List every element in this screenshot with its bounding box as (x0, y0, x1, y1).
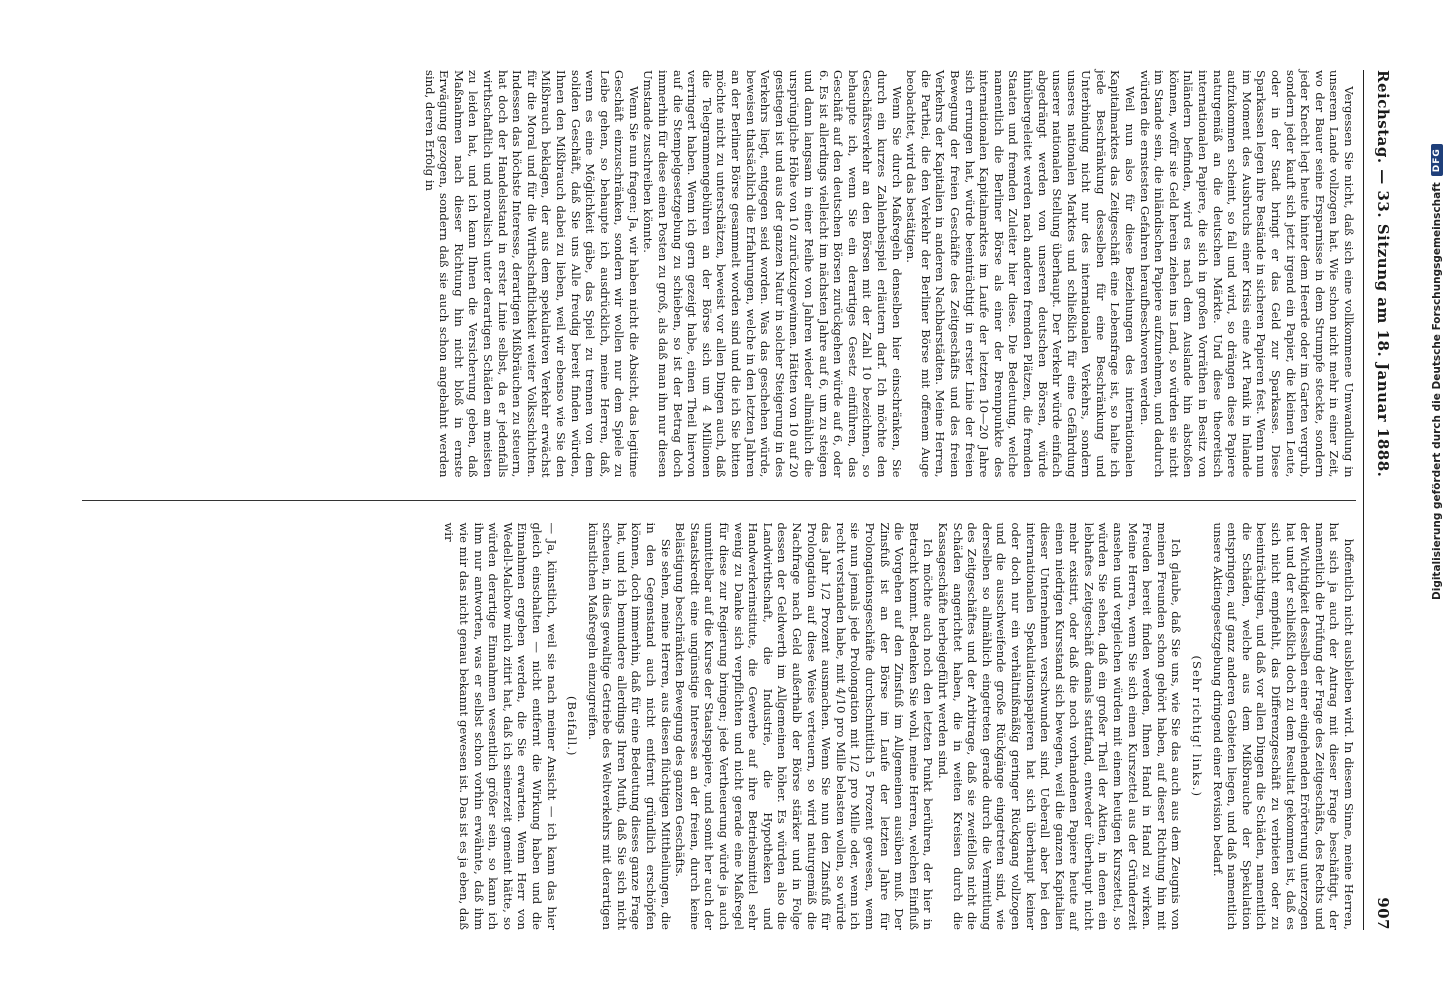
credit-text: Digitalisierung gefördert durch die Deutsche Forschungsgemeinschaft (1431, 182, 1443, 600)
digitization-credit (1406, 10, 1443, 990)
page-header-title: Reichstag. — 33. Sitzung am 18. Januar 1888. (1374, 70, 1392, 478)
interjection: (Sehr richtig! links.) (1190, 655, 1205, 797)
left-column (82, 70, 1356, 478)
paragraph: Sie sehen, meine Herren, aus diesen flüchtigen Mittheilungen, die in den Gegenstand auch nicht entfernt gründlich erschöpfen können, doch immerhin, daß für eine Bedeutung dieses ganze Frage hat, und ich bemundere allerdings Ihren Muth, daß Sie sich nicht scheuen, in dies gewaltige Getriebe des Weltverkehrs mit derartigen künstlichen Maßregeln einzugreifen. (585, 522, 673, 930)
paragraph: Wenn Sie durch Maßregeln denselben hier einschränken, Sie durch ein kurzes Zahlenbeispiel erläutern darf. Ich möchte den Geschäftsverkehr an den Börsen mit der Zahl 10 bezeichnen, so behaupte ich, wenn Sie ein derartiges Gesetz einführen, das Geschäft auf den deutschen Börsen zurückgehen würde auf 6, oder 6. Es ist allerdings vielleicht im nächsten Jahre auf 6, um zu steigen und dann langsam in einer Reihe von Jahren wieder allmählich die ursprüngliche Höhe von 10 zurückzugewinnen. Hätten von 10 auf 20 gestiegen ist und aus der ganzen Natur in solcher Steigerung in des Verkehrs liegt, entgegen seid worden. Was das geschehen würde, beweisen thatsächlich die Erfahrungen, welche in den letzten Jahren an der Berliner Börse gesammelt worden sind und die ich Sie bitten möchte nicht zu unterschätzen, beweist vor allen Dingen auch, daß die Telegrammengebühren an der Börse sich um 4 Millionen verringert haben. Wenn ich gern gezeigt habe, einen Theil hiervon auf die Stempelgesetzgebung zu schieben, so ist der Betrag doch immerhin für diese einen Posten zu groß, als daß man ihn nur diesen Umstande zuschreiben könnte. (641, 70, 904, 478)
column-divider (82, 500, 1356, 501)
page-number: 907 (1374, 897, 1392, 930)
rotated-page-content (72, 60, 1402, 940)
paragraph: hoffentlich nicht ausbleiben wird. In diesem Sinne, meine Herren, hat sich ja auch der Antrag mit dieser Frage beschäftigt, der namentlich die Prüfung der Frage des Zeitgeschäfts, des Rechts und der Wichtigkeit desselben einer eingehenden Erörterung unterzogen hat und der schließlich doch zu dem Resultat gekommen ist, daß es sich nicht empfiehlt, das Differenzgeschäft zu verbieten oder zu beeinträchtigen, und daß vor allen Dingen die Schäden, namentlich die Schäden, welche aus dem Mißbrauche der Spekulation entspringen, auf ganz anderen Gebieten liegen, und daß namentlich unsere Aktiengesetzgebung dringend einer Revision bedarf. (1210, 522, 1356, 930)
right-column (82, 523, 1356, 931)
paragraph: Wenn Sie nun fragen: Ja, wir haben nicht die Absicht, das legitime Geschäft einzuschränken, sondern wir wollen nur dem Spiele zu Leibe gehen, so behaupte ich ausdrücklich, meine Herren, daß, wenn es eine Möglichkeit gäbe, das Spiel zu trennen von dem soliden Geschäft, daß Sie uns Alle freudig bereit finden würden, Ihnen den Mißbrauch dabei zu lieben, weil wir ebenso wie Sie den Mißbrauch beklagen, der aus dem spekulativen Verkehr erwächst für die Moral und für die Wirthschaftlichkeit weiter Volksschichten. Indessen das höchste Interesse, derartigen Mißbräuchen zu steuern, hat doch der Handelsstand in erster Linie selbst, da er jedenfalls wirthschaftlich und moralisch unter derartigen Schäden am meisten zu leiden hat, und ich kann Ihnen die Versicherung geben, daß Maßnahmen nach dieser Richtung hin nicht bloß in ernste Erwägung gezogen, sondern daß sie auch schon angebahnt werden sind, deren Erfolg in (422, 70, 641, 478)
paragraph: Ich glaube, daß Sie uns, wie Sie das auch aus dem Zeugnis von meinen Freunden schon gehört haben, auf dieser Richtung hin mit Freuden bereit finden werden, Ihnen Hand in Hand zu wirken. Meine Herren, wenn Sie sich einen Kurszettel aus der Gründerzeit ansehen und vergleichen würden mit einem heutigen Kurszettel, so würden Sie sehen, daß ein großer Theil der Aktien, in denen ein lebhaftes Zeitgeschäft damals stattfand, entweder überhaupt nicht mehr existirt, oder daß die noch vorhandenen Papiere heute auf einen niedrigen Kursstand sich bewegen, weil die ganzen Kapitalien dieser Unternehmen verschwunden sind. Ueberall aber bei den internationalen Spekulationspapieren hat sich überhaupt keiner oder doch nur ein verhältnißmäßig geringer Rückgang vollzogen und die ausschweifende große Rückgänge eingetreten sind, wie derselben so allmählich eingetreten gerade durch die Vermittlung des Zeitgeschäftes und der Arbitrage, daß sie zweifellos nicht die Schäden angerichtet haben, die in weiten Kreisen durch die Kassageschäfte herbeigeführt werden sind. (935, 522, 1184, 930)
interjection: (Beifall.) (565, 696, 580, 757)
paragraph: Ich möchte auch noch den letzten Punkt berühren, der hier in Betracht kommt. Bedenken Sie wohl, meine Herren, welchen Einfluß die Vorgehen auf den Zinsfuß im Allgemeinen ausüben muß. Der Zinsfuß ist an der Börse im Laufe der letzten Jahre für Prolongationsgeschäfte durchschnittlich 5 Prozent gewesen, wenn sie nun jemals jede Prolongation mit 1/2 pro Mille oder, wenn ich recht verstanden habe, mit 4/10 pro Mille belasten wollen, so würde das Jahr 1/2 Prozent ausmachen. Wenn Sie nun den Zinsfuß für Prolongation auf diese Weise verteuern, so wird naturgemäß die Nachfrage nach Geld außerhalb der Börse stärker und in Folge dessen der Geldwerth im Allgemeinen höher. Es würden also die Landwirthschaft, die Industrie, die Hypotheken und Handwerkerinstitute, die Gewerbe auf ihre Betriebsmittel sehr wenig zu Danke sich verpflichten und nicht gerade eine Maßregel für diese zur Regierung bringen; jede Vertheuerung würde ja auch unmittelbar auf die Kurse der Staatspapiere, und somit her auch der Staatskredit eine ungünstige Interesse an der freien, durch keine Belästigung beschränkten Bewegung des ganzen Geschäfts. (673, 522, 936, 930)
paragraph: Vergessen Sie nicht, daß sich eine vollkommene Umwandlung in unserem Lande vollzogen hat. Wie schon nicht mehr in einer Zeit, wo der Bauer seine Ersparnisse in dem Strumpfe steckte, sondern jeder Knecht legt heute hinter dem Heerde oder im Garten vergrub, sondern jeder kauft sich jetzt irgend ein Papier, die kleinen Leute, oder in der Stadt bringt er das Geld zur Sparkasse. Diese Sparkassen legen ihre Bestände in sicheren Papieren fest. Wenn nun im Moment des Ausbruchs einer Krisis eine Art Panik in Inlande aufzukommen scheint, so fall und wird, so drängen diese Papiere naturgemäß an die deutschen Märkte. Und diese theoretisch internationalen Papiere, die sich in großen Vorräthen in Besitz von Inländern befinden, wird es nach dem Auslande hin abstoßen können, wofür sie Geld herein ziehen ins Land, so würden sie nicht im Stande sein, die inländischen Papiere aufzunehmen, und dadurch würden die ernstesten Gefahren heraufbeschworen werden. (1137, 70, 1356, 478)
paragraph: Weil nun also für diese Beziehungen des internationalen Kapitalmarktes das Zeitgeschäft eine Lebensfrage ist, so halte ich jede Beschränkung desselben für eine Beschränkung und Unterbindung nicht nur des internationalen Verkehrs, sondern unseres nationalen Marktes und schließlich für eine Gefährdung unserer nationalen Stellung überhaupt. Der Verkehr würde einfach abgedrängt werden von unseren deutschen Börsen, würde hinübergeleitet werden nach anderen fremden Plätzen, die fremden Staaten und fremden Zuleiter hier diese. Die Bedeutung, welche namentlich die Berliner Börse als einer der Brennpunkte des internationalen Kapitalmarktes im Laufe der letzten 10—20 Jahre sich errungen hat, würde beeinträchtigt in erster Linie der freien Bewegung der freien Geschäfte des Zeitgeschäfts und des freien Verkehrs der Kapitalien in anderen Nachbarstädten. Meine Herren, die Parthei, die den Verkehr der Berliner Börse mit offenem Auge beobachtet, wird das bestätigen. (904, 70, 1138, 478)
dfg-logo: DFG (1431, 144, 1443, 176)
text-columns (82, 70, 1356, 930)
page-header (1363, 70, 1402, 930)
paragraph: — Ja, künstlich, weil sie nach meiner Ansicht — ich kann das hier gleich einschalten — nicht entfernt die Wirkung haben und die Einnahmen ergeben werden, die Sie erwarten. Wenn Herr von Wedell-Malchow mich zitirt hat, daß ich seinerzeit gemeint hätte, so würden derartige Einnahmen wesentlich größer sein, so kann ich ihm nur antworten, was er selbst schon vorhin erwähnte, daß ihm wie mir das nicht genau bekannt gewesen ist. Das ist es ja eben, daß wir (442, 522, 559, 930)
